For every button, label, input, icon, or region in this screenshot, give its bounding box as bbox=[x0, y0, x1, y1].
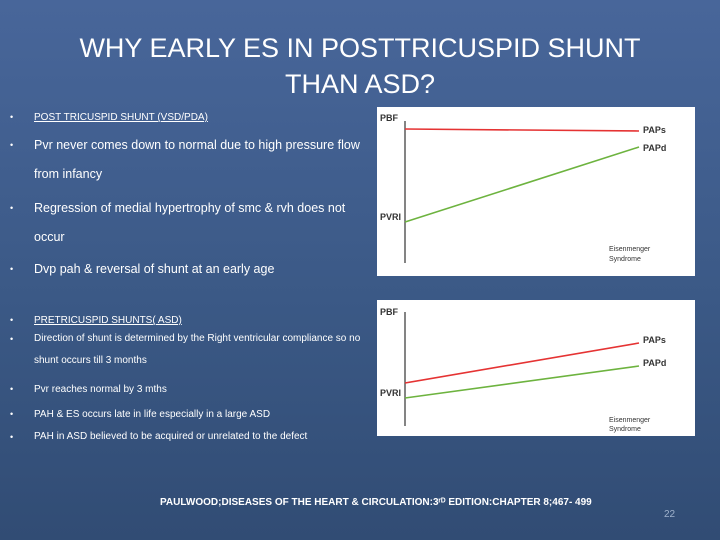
post-tricuspid-diagram bbox=[377, 107, 695, 276]
bullet-text: Direction of shunt is determined by the Right ventricular compliance so no shunt occurs till 3 months bbox=[34, 333, 361, 366]
pvri-label: PVRI bbox=[380, 212, 402, 222]
pbf-paps-line bbox=[405, 343, 639, 383]
bullet-text: Pvr reaches normal by 3 mths bbox=[34, 384, 167, 395]
papd-label: PAPd bbox=[643, 143, 667, 153]
reference-footer: PAULWOOD;DISEASES OF THE HEART & CIRCULATION:3ʳᴰ EDITION:CHAPTER 8;467- 499 bbox=[160, 497, 592, 508]
bullet-text: Pvr never comes down to normal due to high pressure flow from infancy bbox=[34, 138, 360, 181]
eisenmenger-label: Eisenmenger bbox=[609, 246, 651, 253]
pbf-label: PBF bbox=[380, 307, 398, 317]
bullet-text: POST TRICUSPID SHUNT (VSD/PDA) bbox=[34, 112, 208, 123]
pre-tricuspid-diagram bbox=[377, 300, 695, 436]
bullet-text: PAH & ES occurs late in life especially in a large ASD bbox=[34, 409, 271, 420]
bullet-dot: • bbox=[10, 315, 14, 325]
eisenmenger-label: Eisenmenger bbox=[609, 417, 651, 424]
pvri-papd-line bbox=[405, 147, 639, 222]
paps-label: PAPs bbox=[643, 335, 666, 345]
bullet-text: PRETRICUSPID SHUNTS( ASD) bbox=[34, 315, 182, 326]
bullet-dot: • bbox=[10, 203, 14, 213]
bullet-dot: • bbox=[10, 334, 14, 344]
pvri-papd-line bbox=[405, 366, 639, 398]
pbf-label: PBF bbox=[380, 113, 398, 123]
bullet-text: PAH in ASD believed to be acquired or unrelated to the defect bbox=[34, 431, 308, 442]
bullet-text: Dvp pah & reversal of shunt at an early age bbox=[34, 262, 275, 276]
bullet-dot: • bbox=[10, 432, 14, 442]
slide-title: WHY EARLY ES IN POSTTRICUSPID SHUNT THAN ASD? bbox=[79, 33, 641, 99]
pbf-paps-line bbox=[405, 129, 639, 131]
page-number: 22 bbox=[664, 509, 676, 520]
pvri-label: PVRI bbox=[380, 388, 402, 398]
post-tricuspid-diagram-svg bbox=[377, 107, 695, 276]
bullet-dot: • bbox=[10, 409, 14, 419]
bullet-dot: • bbox=[10, 264, 14, 274]
syndrome-label: Syndrome bbox=[609, 256, 641, 263]
paps-label: PAPs bbox=[643, 125, 666, 135]
bullet-text: Regression of medial hypertrophy of smc & rvh does not occur bbox=[34, 201, 346, 244]
papd-label: PAPd bbox=[643, 358, 667, 368]
bullet-dot: • bbox=[10, 140, 14, 150]
bullet-dot: • bbox=[10, 112, 14, 122]
pre-tricuspid-diagram-svg bbox=[377, 300, 695, 436]
bullet-dot: • bbox=[10, 384, 14, 394]
syndrome-label: Syndrome bbox=[609, 426, 641, 433]
